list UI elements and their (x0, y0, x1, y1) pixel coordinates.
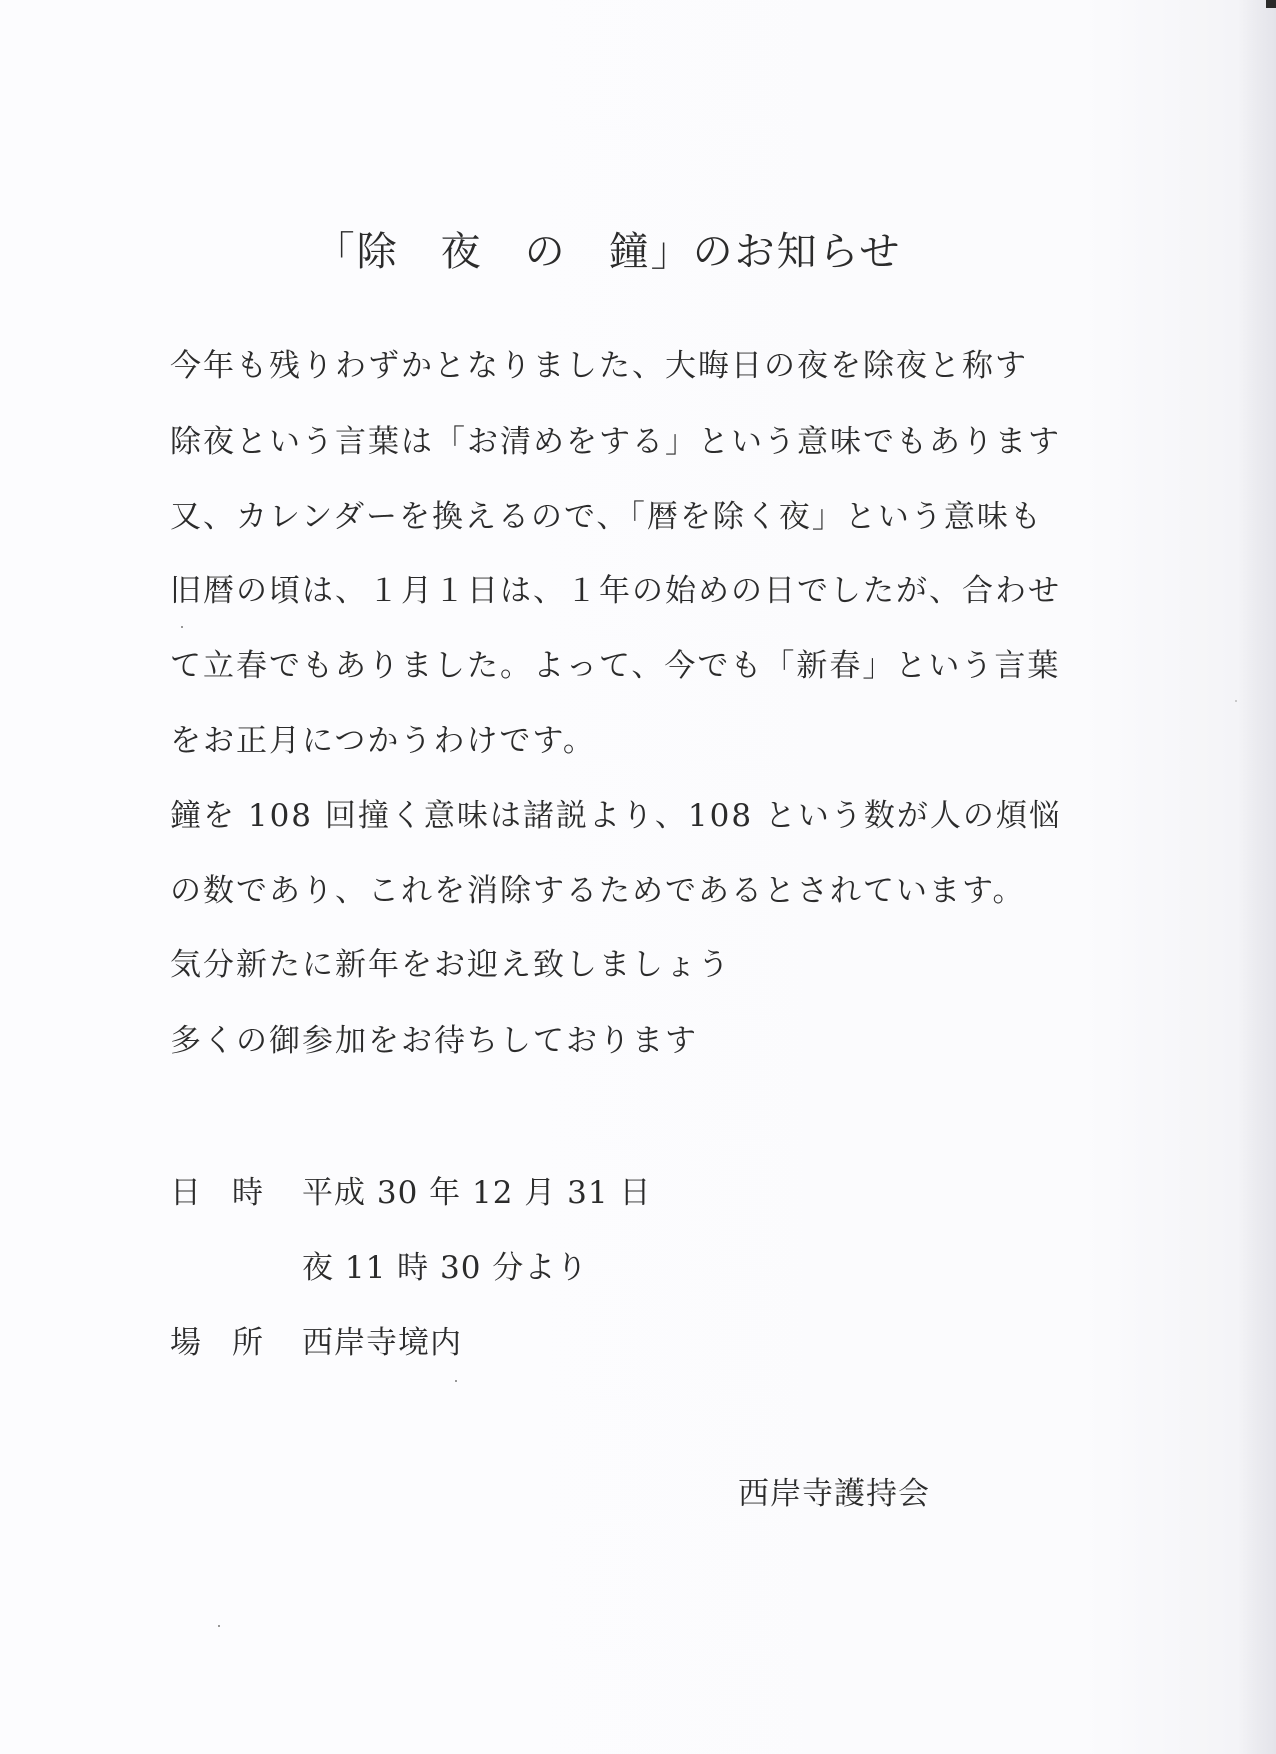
body-line: をお正月につかうわけです。 (170, 723, 596, 759)
scan-speck (455, 1380, 457, 1382)
body-line: 鐘を 108 回撞く意味は諸説より、108 という数が人の煩悩 (170, 798, 1062, 834)
body-line: 又、カレンダーを換えるので、「暦を除く夜」という意味も (170, 499, 1043, 535)
place-value: 西岸寺境内 (302, 1325, 462, 1361)
scan-speck (218, 1625, 220, 1627)
organization-name: 西岸寺護持会 (738, 1476, 930, 1512)
body-line: 除夜という言葉は「お清めをする」という意味でもあります (170, 424, 1061, 460)
scan-corner-mark (1266, 0, 1276, 8)
date-value: 平成 30 年 12 月 31 日 (302, 1175, 652, 1211)
body-line: 今年も残りわずかとなりました、大晦日の夜を除夜と称す (170, 348, 1028, 384)
scan-speck (1235, 700, 1237, 702)
body-line: 旧暦の頃は、１月１日は、１年の始めの日でしたが、合わせ (170, 573, 1061, 609)
notice-title: 「除 夜 の 鐘」のお知らせ (314, 229, 902, 275)
date-label: 日 時 (170, 1175, 263, 1211)
body-line: 多くの御参加をお待ちしております (170, 1023, 698, 1059)
scan-speck (181, 626, 183, 628)
time-value: 夜 11 時 30 分より (302, 1250, 589, 1286)
body-line: の数であり、これを消除するためであるとされています。 (170, 873, 1026, 909)
body-line: て立春でもありました。よって、今でも「新春」という言葉 (170, 648, 1061, 684)
body-line: 気分新たに新年をお迎え致しましょう (170, 947, 731, 983)
place-label: 場 所 (170, 1325, 263, 1361)
